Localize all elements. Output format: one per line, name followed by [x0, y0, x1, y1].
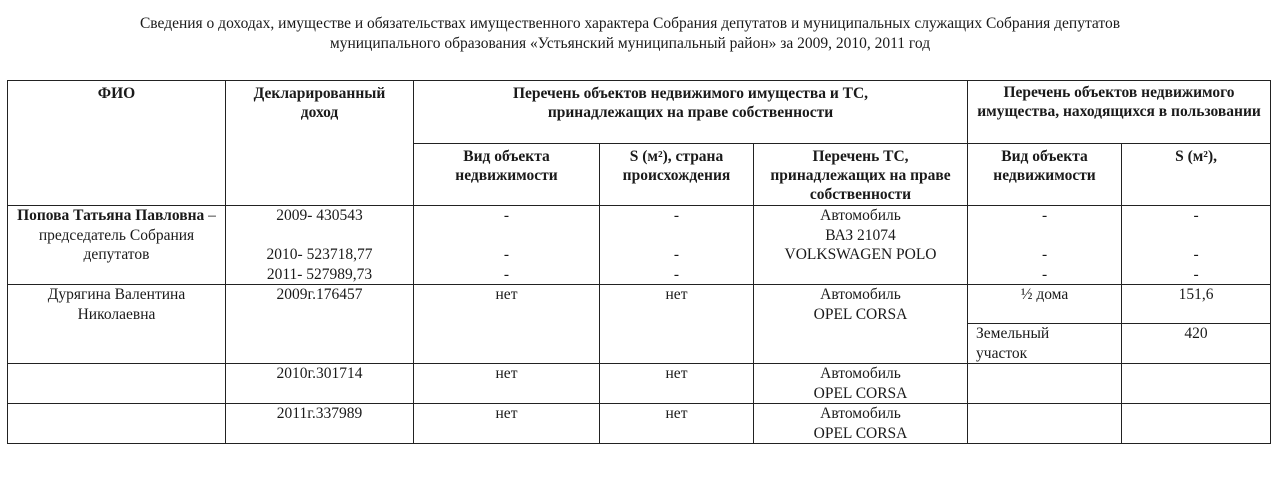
table-row: [8, 285, 1271, 324]
person-name: [8, 404, 226, 444]
table-row: [8, 206, 1271, 285]
income-cell: 2009- 430543 2010- 523718,77 2011- 527989,73: [226, 206, 414, 285]
header-used-type: Вид объекта недвижимости: [968, 144, 1122, 206]
header-used-group: Перечень объектов недвижимого имущества, находящихся в пользовании: [968, 81, 1271, 144]
used-area-cell: [1122, 404, 1271, 444]
used-area-cell: [1122, 364, 1271, 404]
owned-area-cell: нет: [600, 364, 754, 404]
used-type-cell: [968, 364, 1122, 404]
document-title: [0, 14, 1260, 54]
header-fio: ФИО: [8, 81, 226, 206]
header-owned-area: S (м²), страна происхождения: [600, 144, 754, 206]
header-income: Декларированный доход: [226, 81, 414, 206]
title-line-1: Сведения о доходах, имуществе и обязательствах имущественного характера Собрания депутатов и муниципальных служащих Собрания депутатов: [139, 15, 1121, 32]
vehicles-cell: Автомобиль OPEL CORSA: [754, 404, 968, 444]
person-name: Попова Татьяна Павловна – председатель Собрания депутатов: [8, 206, 226, 285]
header-owned-type: Вид объекта недвижимости: [414, 144, 600, 206]
used-type-cell: Земельный участок: [968, 324, 1122, 364]
header-owned-group: Перечень объектов недвижимого имущества и ТС, принадлежащих на праве собственности: [414, 81, 968, 144]
header-vehicles: Перечень ТС, принадлежащих на праве собственности: [754, 144, 968, 206]
income-cell: 2011г.337989: [226, 404, 414, 444]
table-row: [8, 364, 1271, 404]
used-type-cell: [968, 404, 1122, 444]
person-name: [8, 364, 226, 404]
person-name: Дурягина Валентина Николаевна: [8, 285, 226, 364]
header-used-area: S (м²),: [1122, 144, 1271, 206]
owned-type-cell: нет: [414, 285, 600, 364]
owned-area-cell: - - -: [600, 206, 754, 285]
owned-type-cell: - - -: [414, 206, 600, 285]
used-type-cell: - - -: [968, 206, 1122, 285]
owned-type-cell: нет: [414, 364, 600, 404]
declarations-table: [7, 80, 1271, 444]
owned-area-cell: нет: [600, 404, 754, 444]
vehicles-cell: Автомобиль OPEL CORSA: [754, 285, 968, 364]
title-line-2: муниципального образования «Устьянский муниципальный район» за 2009, 2010, 2011 год: [329, 35, 931, 52]
used-area-cell: 151,6: [1122, 285, 1271, 324]
table-row: [8, 404, 1271, 444]
income-cell: 2009г.176457: [226, 285, 414, 364]
income-cell: 2010г.301714: [226, 364, 414, 404]
used-area-cell: - - -: [1122, 206, 1271, 285]
vehicles-cell: Автомобиль OPEL CORSA: [754, 364, 968, 404]
vehicles-cell: Автомобиль ВАЗ 21074 VOLKSWAGEN POLO: [754, 206, 968, 285]
used-area-cell: 420: [1122, 324, 1271, 364]
owned-type-cell: нет: [414, 404, 600, 444]
owned-area-cell: нет: [600, 285, 754, 364]
used-type-cell: ½ дома: [968, 285, 1122, 324]
